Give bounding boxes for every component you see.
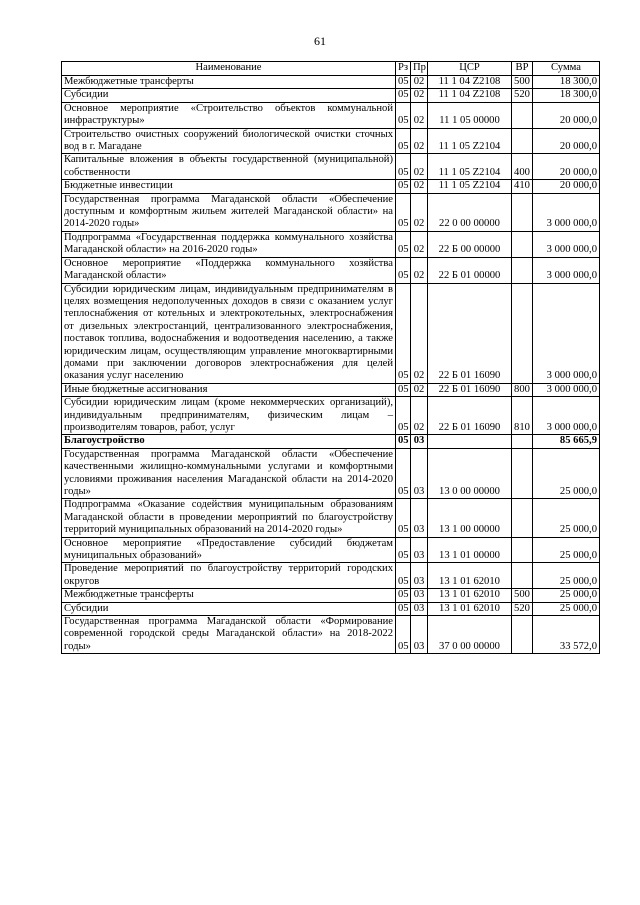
vr-cell [512,231,533,257]
rz-cell: 05 [396,397,411,435]
rz-cell: 05 [396,257,411,283]
table-row [62,102,600,128]
pr-cell: 03 [411,616,428,654]
rz-cell: 05 [396,537,411,563]
sum-cell: 3 000 000,0 [533,397,600,435]
rz-cell: 05 [396,154,411,180]
name-cell: Субсидии юридическим лицам, индивидуальным предпринимателям в целях возмещения недополученных доходов в связи с оказанием услуг теплоснабжения от котельных и электрокотельных, электроснабжения от дизельных электростанций, централизованного электроснабжения, поставок топлива, водоснабжения и водоотведения населению, а также юридическим лицам, осуществляющим управление многоквартирными домами при заключении договоров электроснабжения для целей оказания услуг населению [62,283,396,383]
csr-cell: 37 0 00 00000 [428,616,512,654]
vr-cell [512,283,533,383]
vr-cell [512,616,533,654]
rz-cell: 05 [396,102,411,128]
vr-cell [512,563,533,589]
column-header-sum: Сумма [533,62,600,76]
name-cell: Бюджетные инвестиции [62,180,396,193]
sum-cell: 3 000 000,0 [533,257,600,283]
pr-cell: 02 [411,231,428,257]
table-row [62,602,600,615]
pr-cell: 02 [411,128,428,154]
pr-cell: 02 [411,76,428,89]
pr-cell: 03 [411,499,428,537]
name-cell: Субсидии [62,602,396,615]
csr-cell: 11 1 05 Z2104 [428,180,512,193]
table-row [62,563,600,589]
table-row [62,537,600,563]
rz-cell: 05 [396,435,411,448]
pr-cell: 02 [411,257,428,283]
vr-cell: 800 [512,383,533,396]
sum-cell: 25 000,0 [533,537,600,563]
table-row [62,128,600,154]
vr-cell: 400 [512,154,533,180]
table-row [62,448,600,499]
sum-cell: 18 300,0 [533,76,600,89]
table-row [62,616,600,654]
rz-cell: 05 [396,383,411,396]
rz-cell: 05 [396,283,411,383]
column-header-vr: ВР [512,62,533,76]
sum-cell: 20 000,0 [533,154,600,180]
table-body [62,76,600,654]
vr-cell: 410 [512,180,533,193]
rz-cell: 05 [396,180,411,193]
rz-cell: 05 [396,602,411,615]
table-header-row [62,62,600,76]
table-row [62,76,600,89]
pr-cell: 02 [411,193,428,231]
csr-cell: 11 1 04 Z2108 [428,89,512,102]
pr-cell: 03 [411,602,428,615]
name-cell: Капитальные вложения в объекты государственной (муниципальной) собственности [62,154,396,180]
table-row [62,383,600,396]
column-header-rz: Рз [396,62,411,76]
sum-cell: 20 000,0 [533,128,600,154]
name-cell: Строительство очистных сооружений биологической очистки сточных вод в г. Магадане [62,128,396,154]
pr-cell: 03 [411,563,428,589]
csr-cell: 22 Б 01 16090 [428,383,512,396]
pr-cell: 02 [411,397,428,435]
sum-cell: 3 000 000,0 [533,231,600,257]
sum-cell: 25 000,0 [533,563,600,589]
name-cell: Основное мероприятие «Строительство объектов коммунальной инфраструктуры» [62,102,396,128]
vr-cell [512,537,533,563]
vr-cell [512,257,533,283]
sum-cell: 25 000,0 [533,602,600,615]
column-header-pr: Пр [411,62,428,76]
sum-cell: 20 000,0 [533,180,600,193]
sum-cell: 25 000,0 [533,448,600,499]
name-cell: Государственная программа Магаданской области «Формирование современной городской среды Магаданской области» на 2018-2022 годы» [62,616,396,654]
table-row [62,499,600,537]
rz-cell: 05 [396,128,411,154]
table-row [62,154,600,180]
vr-cell [512,193,533,231]
sum-cell: 25 000,0 [533,499,600,537]
sum-cell: 25 000,0 [533,589,600,602]
rz-cell: 05 [396,448,411,499]
csr-cell: 13 1 01 62010 [428,602,512,615]
name-cell: Благоустройство [62,435,396,448]
sum-cell: 18 300,0 [533,89,600,102]
vr-cell: 810 [512,397,533,435]
table-row [62,231,600,257]
sum-cell: 3 000 000,0 [533,283,600,383]
name-cell: Основное мероприятие «Предоставление субсидий бюджетам муниципальных образований» [62,537,396,563]
csr-cell: 11 1 05 Z2104 [428,154,512,180]
sum-cell: 85 665,9 [533,435,600,448]
pr-cell: 02 [411,154,428,180]
pr-cell: 03 [411,537,428,563]
name-cell: Государственная программа Магаданской области «Обеспечение доступным и комфортным жильем жителей Магаданской области» на 2014-2020 годы» [62,193,396,231]
csr-cell: 13 1 01 00000 [428,537,512,563]
table-row [62,180,600,193]
vr-cell [512,102,533,128]
budget-table [61,61,600,654]
name-cell: Межбюджетные трансферты [62,76,396,89]
name-cell: Субсидии [62,89,396,102]
name-cell: Субсидии юридическим лицам (кроме некоммерческих организаций), индивидуальным предпринимателям, физическим лицам – производителям товаров, работ, услуг [62,397,396,435]
csr-cell: 13 1 01 62010 [428,589,512,602]
csr-cell: 13 1 01 62010 [428,563,512,589]
rz-cell: 05 [396,89,411,102]
pr-cell: 02 [411,102,428,128]
name-cell: Подпрограмма «Оказание содействия муниципальным образованиям Магаданской области в проведении мероприятий по благоустройству территорий муниципальных образований на 2014-2020 годы» [62,499,396,537]
name-cell: Иные бюджетные ассигнования [62,383,396,396]
rz-cell: 05 [396,231,411,257]
table-row [62,257,600,283]
vr-cell: 520 [512,89,533,102]
pr-cell: 02 [411,180,428,193]
rz-cell: 05 [396,616,411,654]
name-cell: Проведение мероприятий по благоустройству территорий городских округов [62,563,396,589]
rz-cell: 05 [396,563,411,589]
table-row [62,89,600,102]
rz-cell: 05 [396,76,411,89]
table-row [62,397,600,435]
name-cell: Государственная программа Магаданской области «Обеспечение качественными жилищно-коммунальными услугами и комфортными условиями проживания населения Магаданской области на 2014-2020 годы» [62,448,396,499]
vr-cell: 500 [512,589,533,602]
rz-cell: 05 [396,193,411,231]
vr-cell [512,448,533,499]
pr-cell: 02 [411,283,428,383]
vr-cell [512,435,533,448]
csr-cell: 22 Б 00 00000 [428,231,512,257]
sum-cell: 3 000 000,0 [533,383,600,396]
rz-cell: 05 [396,589,411,602]
vr-cell: 500 [512,76,533,89]
csr-cell: 11 1 05 Z2104 [428,128,512,154]
table-row [62,283,600,383]
pr-cell: 02 [411,89,428,102]
sum-cell: 33 572,0 [533,616,600,654]
column-header-name: Наименование [62,62,396,76]
name-cell: Подпрограмма «Государственная поддержка коммунального хозяйства Магаданской области» на 2016-2020 годы» [62,231,396,257]
pr-cell: 03 [411,589,428,602]
sum-cell: 3 000 000,0 [533,193,600,231]
pr-cell: 03 [411,435,428,448]
column-header-csr: ЦСР [428,62,512,76]
name-cell: Основное мероприятие «Поддержка коммунального хозяйства Магаданской области» [62,257,396,283]
rz-cell: 05 [396,499,411,537]
csr-cell: 13 0 00 00000 [428,448,512,499]
csr-cell: 13 1 00 00000 [428,499,512,537]
sum-cell: 20 000,0 [533,102,600,128]
pr-cell: 03 [411,448,428,499]
page-number: 61 [314,34,326,48]
csr-cell: 22 Б 01 16090 [428,283,512,383]
pr-cell: 02 [411,383,428,396]
csr-cell: 11 1 05 00000 [428,102,512,128]
csr-cell [428,435,512,448]
csr-cell: 22 0 00 00000 [428,193,512,231]
name-cell: Межбюджетные трансферты [62,589,396,602]
csr-cell: 11 1 04 Z2108 [428,76,512,89]
table-row [62,193,600,231]
csr-cell: 22 Б 01 00000 [428,257,512,283]
table-row [62,589,600,602]
vr-cell [512,499,533,537]
csr-cell: 22 Б 01 16090 [428,397,512,435]
vr-cell [512,128,533,154]
table-row [62,435,600,448]
vr-cell: 520 [512,602,533,615]
